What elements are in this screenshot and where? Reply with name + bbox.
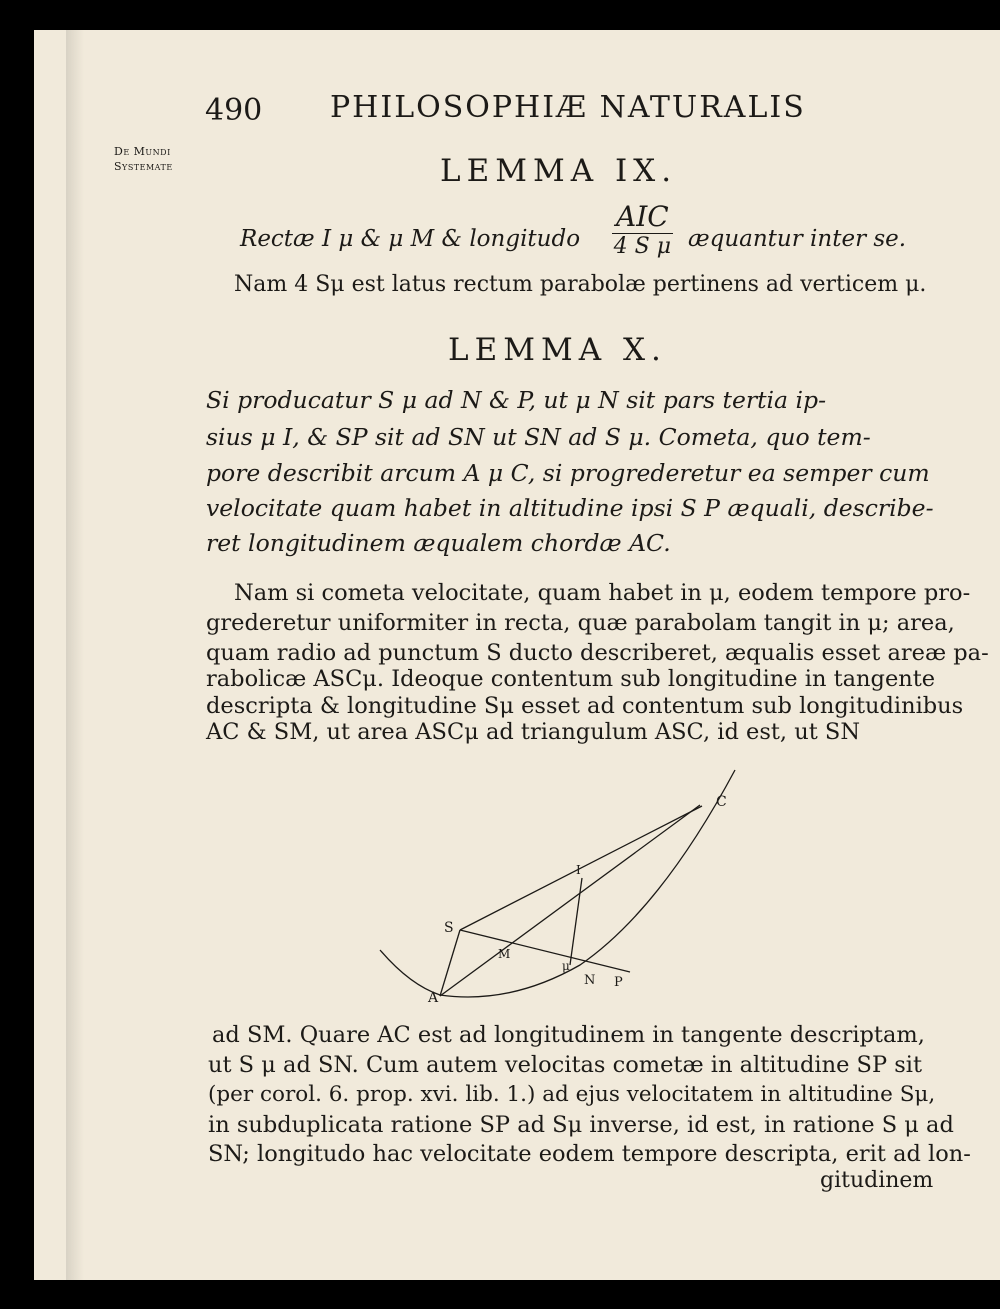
parabola-diagram: [340, 760, 760, 1010]
line-mu-i: [570, 878, 582, 965]
gutter-shadow: [66, 30, 84, 1280]
lemma-9-fraction: [612, 200, 673, 259]
diagram-label-p: P: [614, 975, 623, 990]
lemma-10-statement-line: ret longitudinem æqualem chordæ AC.: [206, 529, 671, 557]
fraction-denominator: 4 S μ: [613, 234, 672, 259]
catchword: gitudinem: [820, 1168, 934, 1193]
lemma-10-heading: LEMMA X.: [448, 332, 667, 368]
diagram-label-s: S: [444, 920, 454, 936]
lemma-10-statement-line: Si producatur S μ ad N & P, ut μ N sit pars tertia ip-: [206, 386, 827, 414]
line-sa: [440, 930, 460, 996]
diagram-label-mu: μ: [562, 959, 570, 973]
lemma-9-statement-prefix: Rectæ I μ & μ M & longitudo: [240, 226, 581, 252]
lemma-10-statement-line: sius μ I, & SP sit ad SN ut SN ad S μ. Cometa, quo tem-: [206, 423, 871, 451]
lemma-10-statement-line: pore describit arcum A μ C, si progrederetur ea semper cum: [206, 459, 930, 487]
page-number: 490: [205, 93, 263, 128]
running-title: PHILOSOPHIÆ NATURALIS: [330, 90, 806, 125]
proof-line: quam radio ad punctum S ducto describeret, æqualis esset areæ pa-: [206, 640, 989, 666]
continuation-line: ut S μ ad SN. Cum autem velocitas cometæ in altitudine SP sit: [208, 1052, 923, 1078]
continuation-line: (per corol. 6. prop. xvi. lib. 1.) ad ejus velocitatem in altitudine Sμ,: [208, 1082, 936, 1107]
diagram-label-c: C: [716, 794, 727, 810]
line-snp: [460, 930, 630, 972]
diagram-label-i: I: [576, 863, 581, 877]
lemma-10-statement-line: velocitate quam habet in altitudine ipsi S P æquali, describe-: [206, 494, 934, 522]
diagram-label-m: M: [498, 947, 511, 961]
continuation-line: in subduplicata ratione SP ad Sμ inverse, id est, in ratione S μ ad: [208, 1112, 954, 1138]
proof-line: grederetur uniformiter in recta, quæ parabolam tangit in μ; area,: [206, 610, 955, 636]
lemma-9-heading: LEMMA IX.: [440, 153, 678, 189]
line-sc: [460, 806, 702, 930]
lemma-9-statement-suffix: æquantur inter se.: [688, 226, 907, 252]
proof-line: descripta & longitudine Sμ esset ad contentum sub longitudinibus: [206, 693, 964, 719]
proof-line: rabolicæ ASCμ. Ideoque contentum sub longitudine in tangente: [206, 666, 936, 692]
margin-note: [114, 144, 173, 174]
proof-line: AC & SM, ut area ASCμ ad triangulum ASC, id est, ut SN: [206, 719, 861, 745]
continuation-line: SN; longitudo hac velocitate eodem tempore descripta, erit ad lon-: [208, 1141, 971, 1167]
continuation-line: ad SM. Quare AC est ad longitudinem in tangente descriptam,: [212, 1022, 925, 1048]
fraction-numerator: AIC: [612, 200, 673, 234]
lemma-9-proof: Nam 4 Sμ est latus rectum parabolæ pertinens ad verticem μ.: [234, 272, 927, 297]
diagram-label-n: N: [584, 973, 596, 988]
chord-ac: [440, 805, 700, 996]
proof-line: Nam si cometa velocitate, quam habet in μ, eodem tempore pro-: [234, 580, 971, 606]
margin-note-line-2: Systemate: [114, 160, 173, 173]
parabola-arc: [380, 770, 735, 997]
diagram-label-a: A: [428, 990, 439, 1006]
margin-note-line-1: De Mundi: [114, 145, 171, 158]
